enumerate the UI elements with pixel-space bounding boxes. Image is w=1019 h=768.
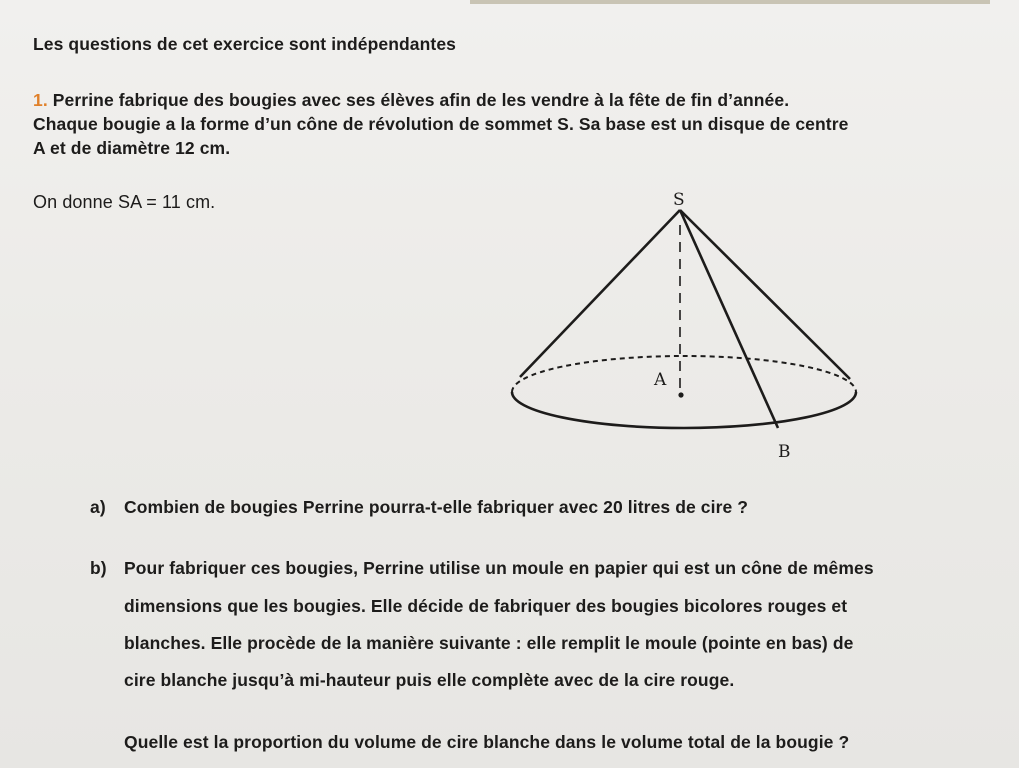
exercise-statement-line-2: Chaque bougie a la forme d’un cône de révolution de sommet S. Sa base est un disque de centre [33, 114, 849, 134]
cone-figure [500, 185, 870, 465]
header-rule [470, 0, 990, 4]
final-question: Quelle est la proportion du volume de cire blanche dans le volume total de la bougie ? [124, 732, 850, 752]
cone-base-visible-edge [512, 392, 856, 428]
question-b-text-1: Pour fabriquer ces bougies, Perrine utilise un moule en papier qui est un cône de mêmes [124, 558, 874, 578]
question-a-text: Combien de bougies Perrine pourra-t-elle fabriquer avec 20 litres de cire ? [124, 497, 749, 517]
exercise-statement-line-1 [33, 90, 789, 111]
exercise-statement-line-3: A et de diamètre 12 cm. [33, 138, 231, 158]
question-b-line-4: cire blanche jusqu’à mi-hauteur puis elle complète avec de la cire rouge. [124, 670, 735, 690]
cone-left-generatrix [520, 210, 680, 377]
question-b-line-2: dimensions que les bougies. Elle décide de fabriquer des bougies bicolores rouges et [124, 596, 848, 616]
intro-text: Les questions de cet exercice sont indépendantes [33, 34, 456, 54]
question-b-line-1 [90, 558, 874, 579]
segment-sb [680, 210, 778, 428]
statement-text-1: Perrine fabrique des bougies avec ses élèves afin de les vendre à la fête de fin d’année. [52, 90, 790, 110]
given-data: On donne SA = 11 cm. [33, 192, 216, 212]
cone-right-generatrix [680, 210, 850, 379]
label-b: B [778, 442, 791, 462]
label-s: S [673, 190, 685, 210]
cone-base-hidden-edge [512, 356, 856, 392]
question-a [90, 497, 748, 518]
label-a: A [654, 370, 667, 390]
point-a [678, 392, 683, 397]
question-a-label: a) [90, 497, 106, 517]
question-b-label: b) [90, 558, 107, 578]
question-b-line-3: blanches. Elle procède de la manière suivante : elle remplit le moule (pointe en bas) de [124, 633, 854, 653]
exercise-number: 1. [33, 90, 48, 110]
